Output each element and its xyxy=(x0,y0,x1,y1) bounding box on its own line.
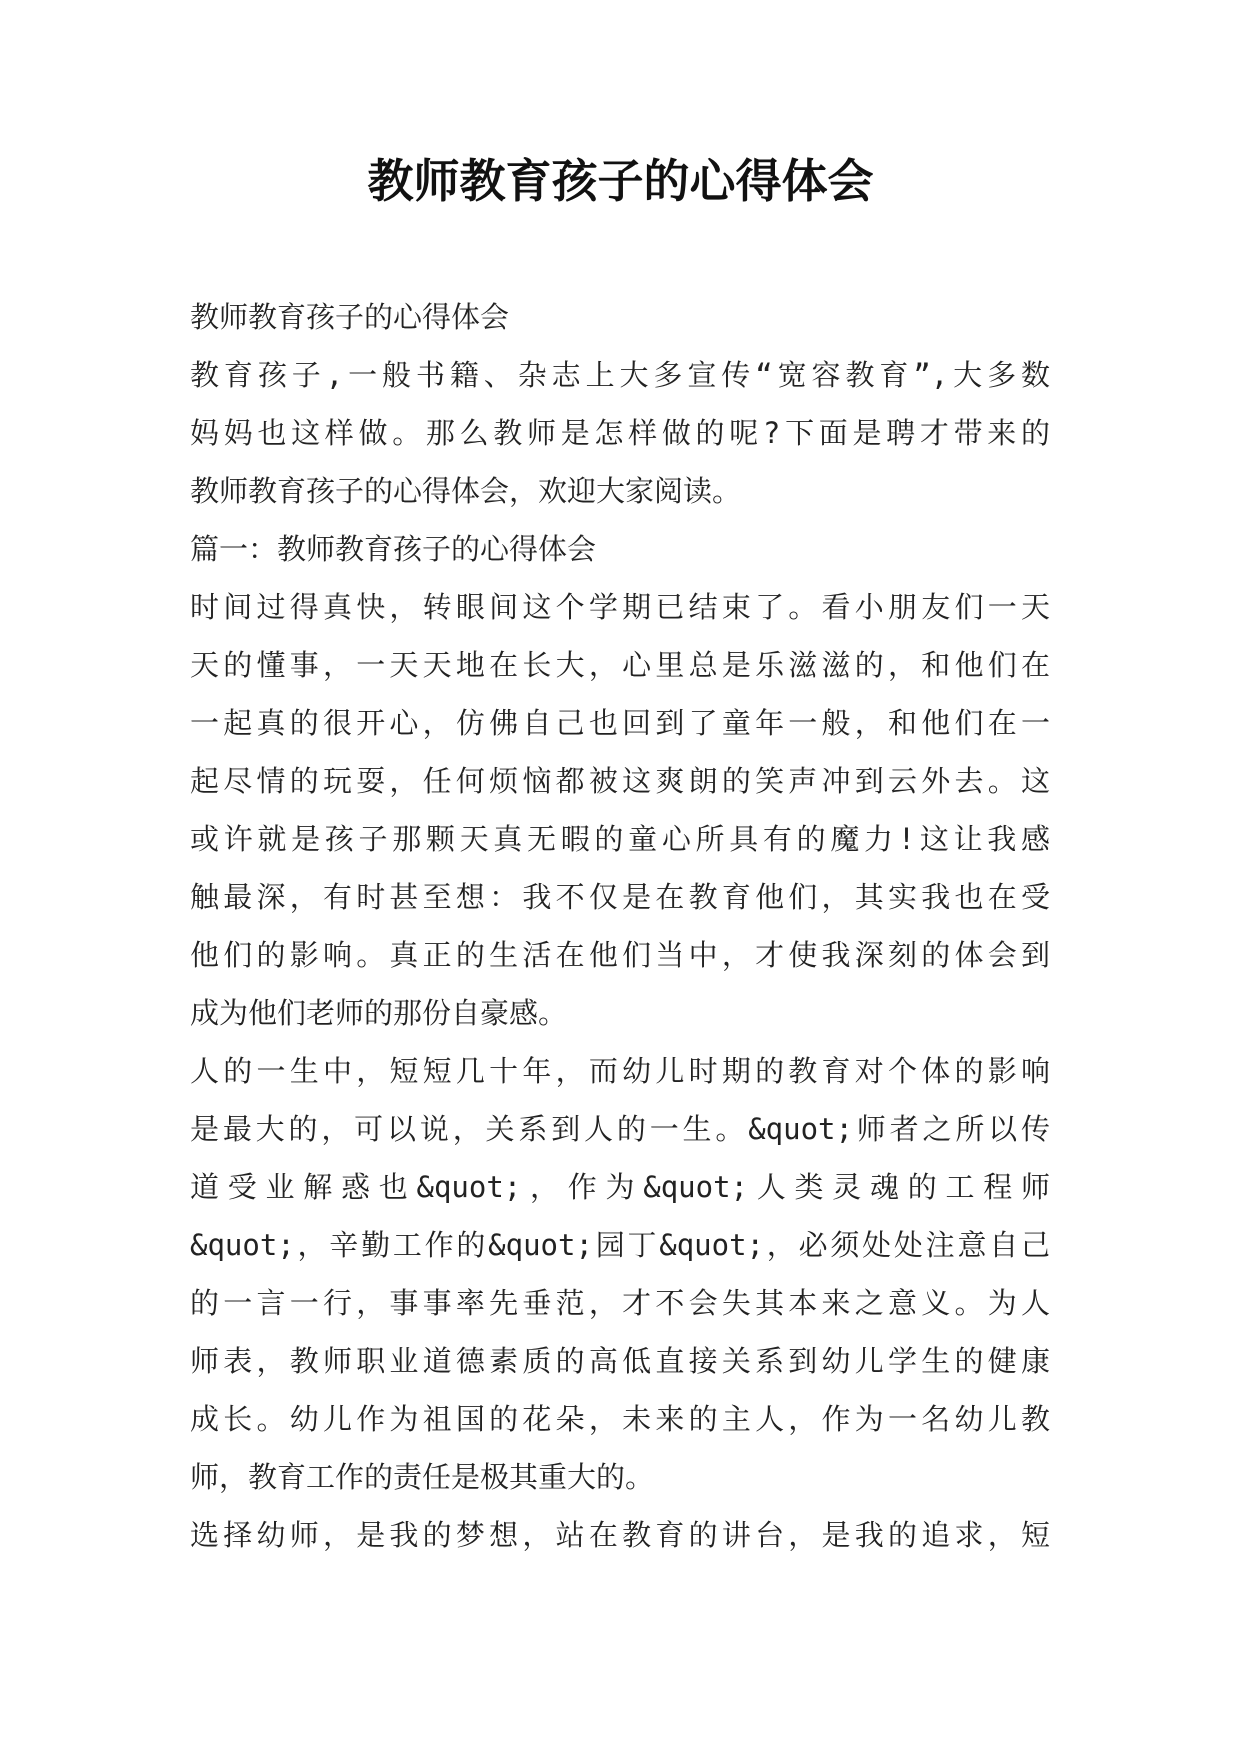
paragraph-line: 他们的影响。真正的生活在他们当中，才使我深刻的体会到 xyxy=(190,938,1050,972)
paragraph-line: &quot;，辛勤工作的&quot;园丁&quot;，必须处处注意自己 xyxy=(190,1228,1050,1262)
subtitle-line: 教师教育孩子的心得体会 xyxy=(190,300,510,334)
paragraph-line: 师表，教师职业道德素质的高低直接关系到幼儿学生的健康 xyxy=(190,1344,1050,1378)
paragraph-line: 或许就是孩子那颗天真无暇的童心所具有的魔力!这让我感 xyxy=(190,822,1050,856)
document-title: 教师教育孩子的心得体会 xyxy=(367,154,874,208)
document-body xyxy=(190,288,1050,1564)
paragraph-line: 师，教育工作的责任是极其重大的。 xyxy=(190,1460,655,1494)
paragraph-line: 是最大的，可以说，关系到人的一生。&quot;师者之所以传 xyxy=(190,1112,1050,1146)
paragraph-line: 妈妈也这样做。那么教师是怎样做的呢?下面是聘才带来的 xyxy=(190,416,1050,450)
paragraph-line: 的一言一行，事事率先垂范，才不会失其本来之意义。为人 xyxy=(190,1286,1050,1320)
paragraph-line: 一起真的很开心，仿佛自己也回到了童年一般，和他们在一 xyxy=(190,706,1050,740)
paragraph-line: 人的一生中，短短几十年，而幼儿时期的教育对个体的影响 xyxy=(190,1054,1050,1088)
paragraph-line: 时间过得真快，转眼间这个学期已结束了。看小朋友们一天 xyxy=(190,590,1050,624)
paragraph-line: 选择幼师，是我的梦想，站在教育的讲台，是我的追求，短 xyxy=(190,1518,1050,1552)
paragraph-line: 起尽情的玩耍，任何烦恼都被这爽朗的笑声冲到云外去。这 xyxy=(190,764,1050,798)
paragraph-line: 教育孩子,一般书籍、杂志上大多宣传“宽容教育”,大多数 xyxy=(190,358,1050,392)
paragraph-line: 触最深，有时甚至想：我不仅是在教育他们，其实我也在受 xyxy=(190,880,1050,914)
paragraph-line: 天的懂事，一天天地在长大，心里总是乐滋滋的，和他们在 xyxy=(190,648,1050,682)
paragraph-line: 道受业解惑也&quot;，作为&quot;人类灵魂的工程师 xyxy=(190,1170,1050,1204)
paragraph-line: 成长。幼儿作为祖国的花朵，未来的主人，作为一名幼儿教 xyxy=(190,1402,1050,1436)
paragraph-line: 成为他们老师的那份自豪感。 xyxy=(190,996,568,1030)
paragraph-line: 教师教育孩子的心得体会，欢迎大家阅读。 xyxy=(190,474,742,508)
section-heading: 篇一：教师教育孩子的心得体会 xyxy=(190,532,597,566)
